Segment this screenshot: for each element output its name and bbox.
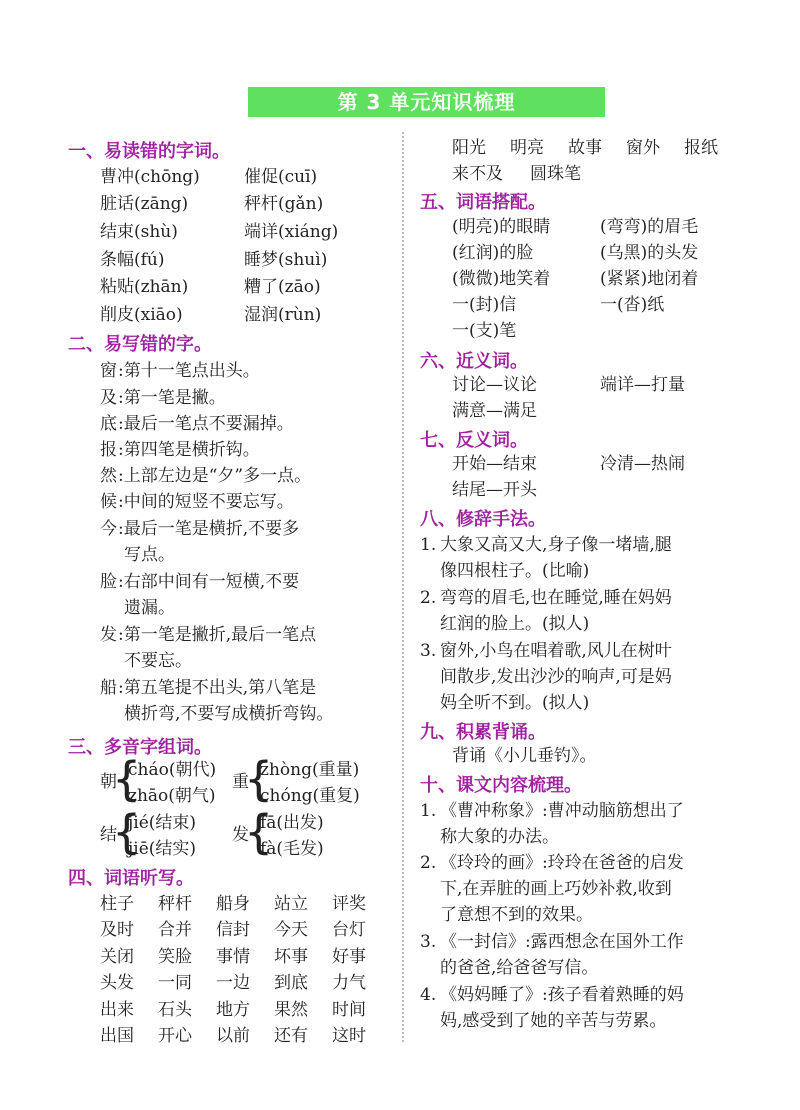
s4-word: 以前 bbox=[216, 1026, 250, 1046]
s6-item: 讨论—议论 bbox=[452, 375, 537, 395]
s7-item: 开始—结束 bbox=[452, 454, 537, 474]
heading-s2: 二、易写错的字。 bbox=[68, 334, 212, 355]
s3-bottom: zhāo(朝气) bbox=[128, 786, 216, 806]
s10-line: 妈,感受到了她的辛苦与劳累。 bbox=[440, 1011, 667, 1031]
brace-icon: { bbox=[244, 805, 274, 859]
s4-word: 头发 bbox=[100, 973, 134, 993]
s2-char: 发 bbox=[100, 625, 117, 645]
s8-line: 窗外,小鸟在唱着歌,风儿在树叶 bbox=[440, 641, 672, 661]
column-divider bbox=[402, 132, 404, 1042]
s1-r4-b: 糟了(zāo) bbox=[244, 277, 321, 297]
s4-word: 故事 bbox=[568, 138, 602, 158]
s10-line: 《妈妈睡了》:孩子看着熟睡的妈 bbox=[440, 985, 684, 1005]
s10-line: 《曹冲称象》:曹冲动脑筋想出了 bbox=[440, 801, 684, 821]
s1-r0-b: 催促(cuī) bbox=[244, 167, 318, 187]
s4-word: 笑脸 bbox=[158, 947, 192, 967]
s4-word: 明亮 bbox=[510, 138, 544, 158]
s3-char: 发 bbox=[232, 825, 249, 845]
s4-word: 秤杆 bbox=[158, 894, 192, 914]
s5-item: (弯弯)的眉毛 bbox=[600, 217, 699, 237]
s2-line: :右部中间有一短横,不要 bbox=[118, 572, 300, 592]
s4-word: 坏事 bbox=[274, 947, 308, 967]
heading-s10: 十、课文内容梳理。 bbox=[420, 775, 582, 796]
s3-char: 朝 bbox=[100, 772, 117, 792]
s2-line: :第一笔是撇。 bbox=[118, 388, 226, 408]
s4-word: 柱子 bbox=[100, 894, 134, 914]
s3-char: 重 bbox=[232, 772, 249, 792]
s2-line: :第四笔是横折钩。 bbox=[118, 440, 260, 460]
heading-s1: 一、易读错的字词。 bbox=[68, 141, 230, 162]
s4-word: 阳光 bbox=[452, 138, 486, 158]
s4-word: 站立 bbox=[274, 894, 308, 914]
s3-top: jié(结束) bbox=[128, 813, 197, 833]
s5-item: (明亮)的眼睛 bbox=[452, 217, 551, 237]
s4-word: 一边 bbox=[216, 973, 250, 993]
s1-r1-b: 秤杆(gǎn) bbox=[244, 194, 324, 214]
s10-line: 的爸爸,给爸爸写信。 bbox=[440, 958, 599, 978]
s5-item: 一(支)笔 bbox=[452, 321, 517, 341]
brace-icon: { bbox=[112, 752, 142, 806]
s4-word: 船身 bbox=[216, 894, 250, 914]
s4-word: 这时 bbox=[332, 1026, 366, 1046]
heading-s6: 六、近义词。 bbox=[420, 351, 528, 372]
heading-s9: 九、积累背诵。 bbox=[420, 722, 546, 743]
s10-num: 3. bbox=[420, 932, 437, 952]
s2-char: 底 bbox=[100, 414, 117, 434]
s8-line: 妈全听不到。(拟人) bbox=[440, 693, 590, 713]
s2-char: 脸 bbox=[100, 572, 117, 592]
s10-line: 《玲玲的画》:玲玲在爸爸的启发 bbox=[440, 853, 684, 873]
s4-word: 评奖 bbox=[332, 894, 366, 914]
s2-char: 然 bbox=[100, 466, 117, 486]
s8-num: 3. bbox=[420, 641, 437, 661]
s10-line: 称大象的办法。 bbox=[440, 827, 559, 847]
s10-num: 1. bbox=[420, 801, 437, 821]
s1-r2-a: 结束(shù) bbox=[100, 222, 178, 242]
s4-word: 时间 bbox=[332, 1000, 366, 1020]
s3-char: 结 bbox=[100, 825, 117, 845]
s2-line: 不要忘。 bbox=[124, 651, 192, 671]
s4-word: 力气 bbox=[332, 973, 366, 993]
s2-line: :最后一笔点不要漏掉。 bbox=[118, 414, 294, 434]
s2-char: 报 bbox=[100, 440, 117, 460]
s4-word: 关闭 bbox=[100, 947, 134, 967]
s2-line: :上部左边是“夕”多一点。 bbox=[118, 466, 312, 486]
s8-line: 像四根柱子。(比喻) bbox=[440, 561, 590, 581]
s4-word: 合并 bbox=[158, 920, 192, 940]
s8-num: 2. bbox=[420, 588, 437, 608]
s3-bottom: fà(毛发) bbox=[260, 839, 324, 859]
s8-line: 红润的脸上。(拟人) bbox=[440, 614, 590, 634]
s10-line: 了意想不到的效果。 bbox=[440, 905, 593, 925]
s4-word: 来不及 bbox=[452, 164, 503, 184]
s1-r1-a: 脏话(zāng) bbox=[100, 194, 189, 214]
s2-line: 写点。 bbox=[124, 545, 175, 565]
s8-num: 1. bbox=[420, 535, 437, 555]
s6-item: 端详—打量 bbox=[600, 375, 685, 395]
s5-item: (微微)地笑着 bbox=[452, 269, 551, 289]
s2-char: 及 bbox=[100, 388, 117, 408]
s4-word: 及时 bbox=[100, 920, 134, 940]
s4-word: 石头 bbox=[158, 1000, 192, 1020]
s1-r2-b: 端详(xiáng) bbox=[244, 222, 339, 242]
s8-line: 弯弯的眉毛,也在睡觉,睡在妈妈 bbox=[440, 588, 672, 608]
heading-s4: 四、词语听写。 bbox=[68, 868, 194, 889]
s2-line: 遗漏。 bbox=[124, 598, 175, 618]
heading-s5: 五、词语搭配。 bbox=[420, 192, 546, 213]
heading-s8: 八、修辞手法。 bbox=[420, 509, 546, 530]
s3-bottom: jiē(结实) bbox=[128, 839, 197, 859]
s5-item: (红润)的脸 bbox=[452, 243, 534, 263]
heading-s3: 三、多音字组词。 bbox=[68, 737, 212, 758]
s2-line: :最后一笔是横折,不要多 bbox=[118, 519, 300, 539]
s2-line: :中间的短竖不要忘写。 bbox=[118, 492, 294, 512]
s4-word: 到底 bbox=[274, 973, 308, 993]
page-title: 第 3 单元知识梳理 bbox=[248, 87, 605, 117]
s8-line: 大象又高又大,身子像一堵墙,腿 bbox=[440, 535, 672, 555]
s2-char: 今 bbox=[100, 519, 117, 539]
s1-r3-a: 条幅(fú) bbox=[100, 250, 165, 270]
s3-top: fā(出发) bbox=[260, 813, 324, 833]
s4-word: 窗外 bbox=[626, 138, 660, 158]
s1-r0-a: 曹冲(chōng) bbox=[100, 167, 200, 187]
s5-item: (乌黑)的头发 bbox=[600, 243, 699, 263]
s2-line: :第五笔提不出头,第八笔是 bbox=[118, 678, 317, 698]
s5-item: (紧紧)地闭着 bbox=[600, 269, 699, 289]
s2-line: 横折弯,不要写成横折弯钩。 bbox=[124, 704, 334, 724]
s4-word: 事情 bbox=[216, 947, 250, 967]
s10-num: 4. bbox=[420, 985, 437, 1005]
s8-line: 间散步,发出沙沙的响声,可是妈 bbox=[440, 667, 672, 687]
s5-item: 一(沓)纸 bbox=[600, 295, 665, 315]
s4-word: 台灯 bbox=[332, 920, 366, 940]
brace-icon: { bbox=[112, 805, 142, 859]
s4-word: 今天 bbox=[274, 920, 308, 940]
s2-char: 窗 bbox=[100, 361, 117, 381]
s2-line: :第一笔是撇折,最后一笔点 bbox=[118, 625, 317, 645]
s6-item: 满意—满足 bbox=[452, 401, 537, 421]
s3-top: cháo(朝代) bbox=[128, 760, 217, 780]
s2-line: :第十一笔点出头。 bbox=[118, 361, 260, 381]
s7-item: 结尾—开头 bbox=[452, 480, 537, 500]
s1-r3-b: 睡梦(shuì) bbox=[244, 250, 328, 270]
s4-word: 好事 bbox=[332, 947, 366, 967]
s3-top: zhòng(重量) bbox=[260, 760, 360, 780]
s4-word: 出国 bbox=[100, 1026, 134, 1046]
s4-word: 地方 bbox=[216, 1000, 250, 1020]
s7-item: 冷清—热闹 bbox=[600, 454, 685, 474]
s4-word: 出来 bbox=[100, 1000, 134, 1020]
s1-r4-a: 粘贴(zhān) bbox=[100, 277, 189, 297]
s1-r5-b: 湿润(rùn) bbox=[244, 305, 322, 325]
s4-word: 果然 bbox=[274, 1000, 308, 1020]
s4-word: 报纸 bbox=[684, 138, 718, 158]
s4-word: 信封 bbox=[216, 920, 250, 940]
s10-num: 2. bbox=[420, 853, 437, 873]
brace-icon: { bbox=[244, 752, 274, 806]
s4-word: 圆珠笔 bbox=[530, 164, 581, 184]
s2-char: 船 bbox=[100, 678, 117, 698]
s1-r5-a: 削皮(xiāo) bbox=[100, 305, 183, 325]
s5-item: 一(封)信 bbox=[452, 295, 517, 315]
s4-word: 开心 bbox=[158, 1026, 192, 1046]
s10-line: 《一封信》:露西想念在国外工作 bbox=[440, 932, 684, 952]
s10-line: 下,在弄脏的画上巧妙补救,收到 bbox=[440, 879, 672, 899]
s2-char: 候 bbox=[100, 492, 117, 512]
s3-bottom: chóng(重复) bbox=[260, 786, 360, 806]
s4-word: 一同 bbox=[158, 973, 192, 993]
s9-text: 背诵《小儿垂钓》。 bbox=[452, 746, 597, 766]
heading-s7: 七、反义词。 bbox=[420, 430, 528, 451]
s4-word: 还有 bbox=[274, 1026, 308, 1046]
